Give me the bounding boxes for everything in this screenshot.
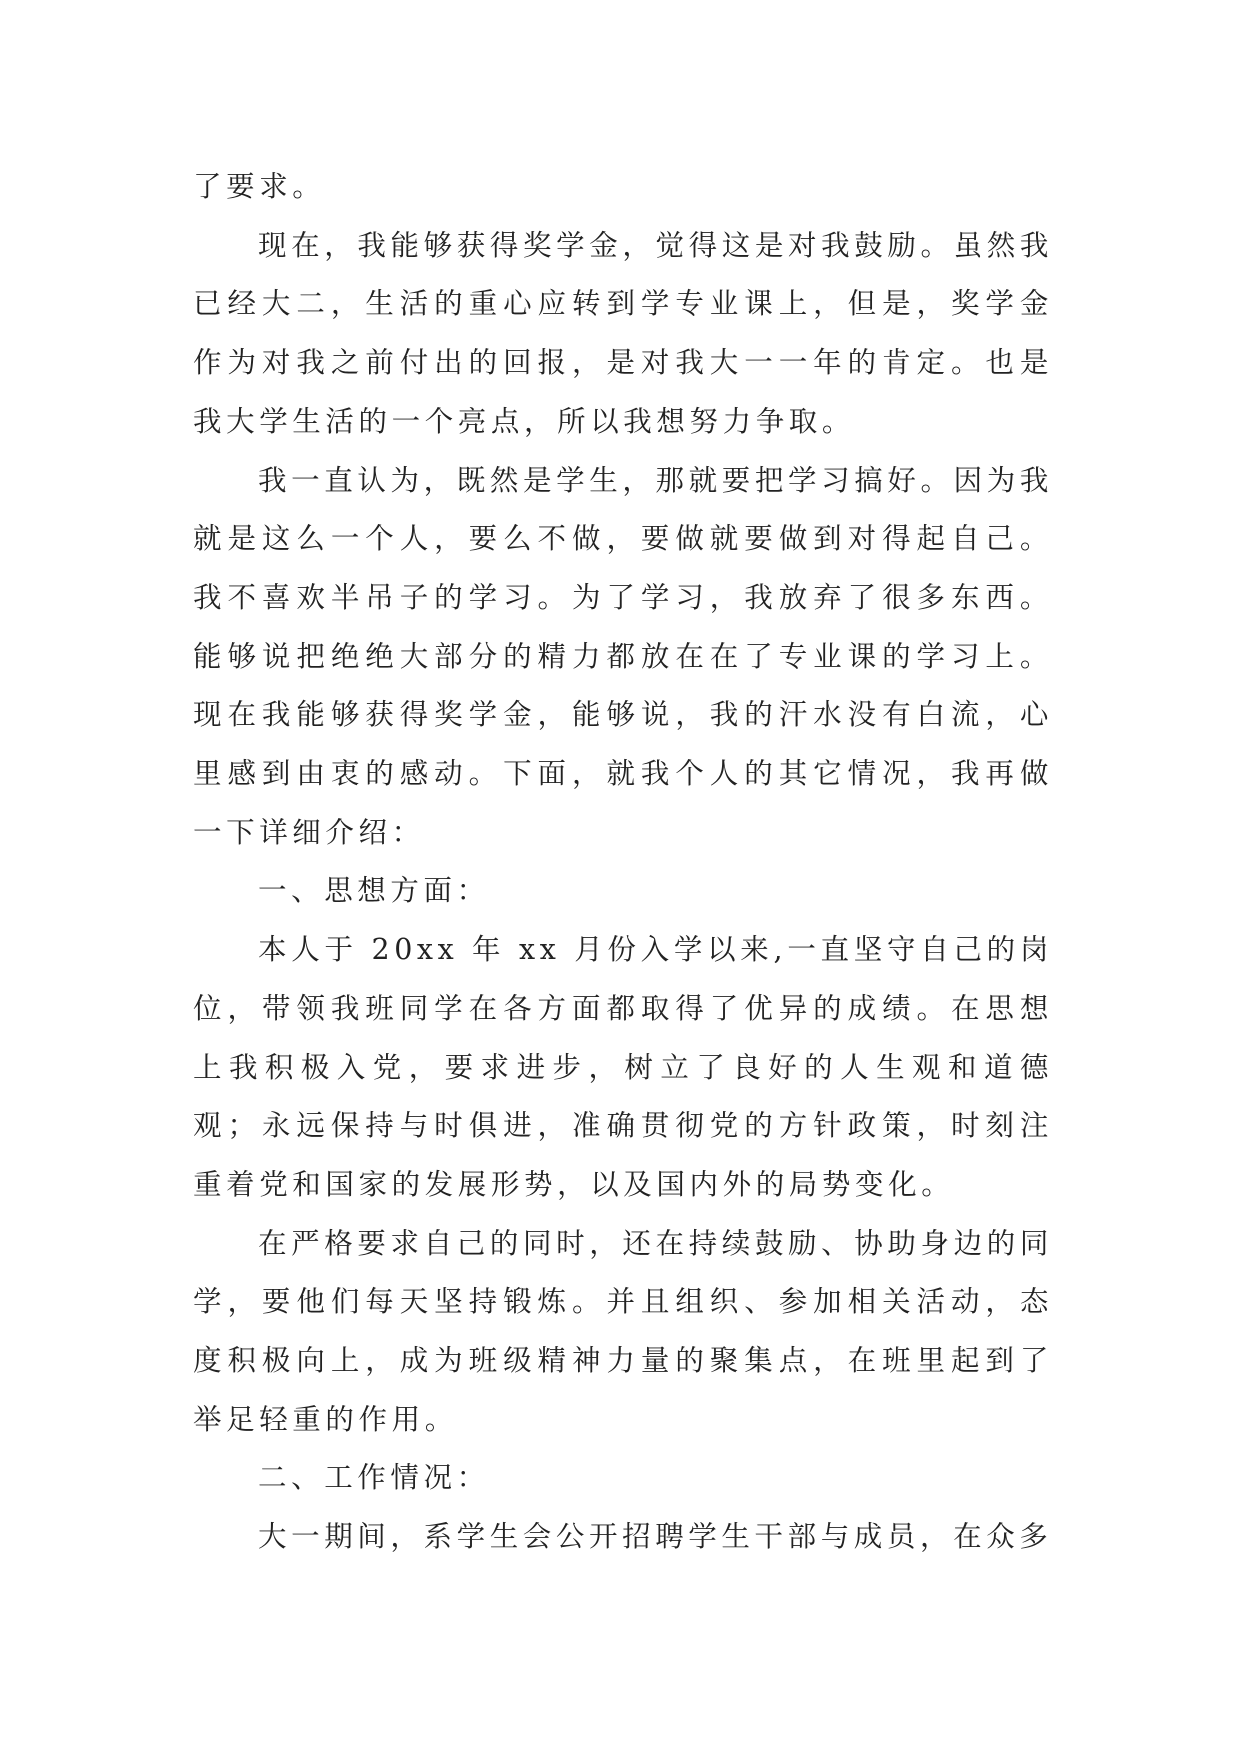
section-heading-work: 二、工作情况： (258, 1461, 490, 1495)
paragraph-work: 大一期间，系学生会公开招聘学生干部与成员，在众多 (258, 1520, 1053, 1554)
paragraph-encouragement: 在严格要求自己的同时，还在持续鼓励、协助身边的同学，要他们每天坚持锻炼。并且组织、参加相关活动，态度积极向上，成为班级精神力量的聚集点，在班里起到了举足轻重的作用。 (193, 1226, 1053, 1436)
paragraph-scholarship: 现在，我能够获得奖学金，觉得这是对我鼓励。虽然我已经大二，生活的重心应转到学专业课上，但是，奖学金作为对我之前付出的回报，是对我大一一年的肯定。也是我大学生活的一个亮点，所以我想努力争取。 (193, 228, 1053, 438)
paragraph-thought: 本人于 20xx 年 xx 月份入学以来,一直坚守自己的岗位，带领我班同学在各方面都取得了优异的成绩。在思想上我积极入党，要求进步，树立了良好的人生观和道德观；永远保持与时俱进，准确贯彻党的方针政策，时刻注重着党和国家的发展形势，以及国内外的局势变化。 (193, 933, 1053, 1201)
section-heading-thought: 一、思想方面： (258, 874, 490, 908)
paragraph-study-attitude: 我一直认为，既然是学生，那就要把学习搞好。因为我就是这么一个人，要么不做，要做就要做到对得起自己。我不喜欢半吊子的学习。为了学习，我放弃了很多东西。能够说把绝绝大部分的精力都放在在了专业课的学习上。现在我能够获得奖学金，能够说，我的汗水没有白流，心里感到由衷的感动。下面，就我个人的其它情况，我再做一下详细介绍： (193, 463, 1053, 849)
document-body (193, 158, 1053, 1567)
paragraph-continuation: 了要求。 (193, 170, 326, 203)
